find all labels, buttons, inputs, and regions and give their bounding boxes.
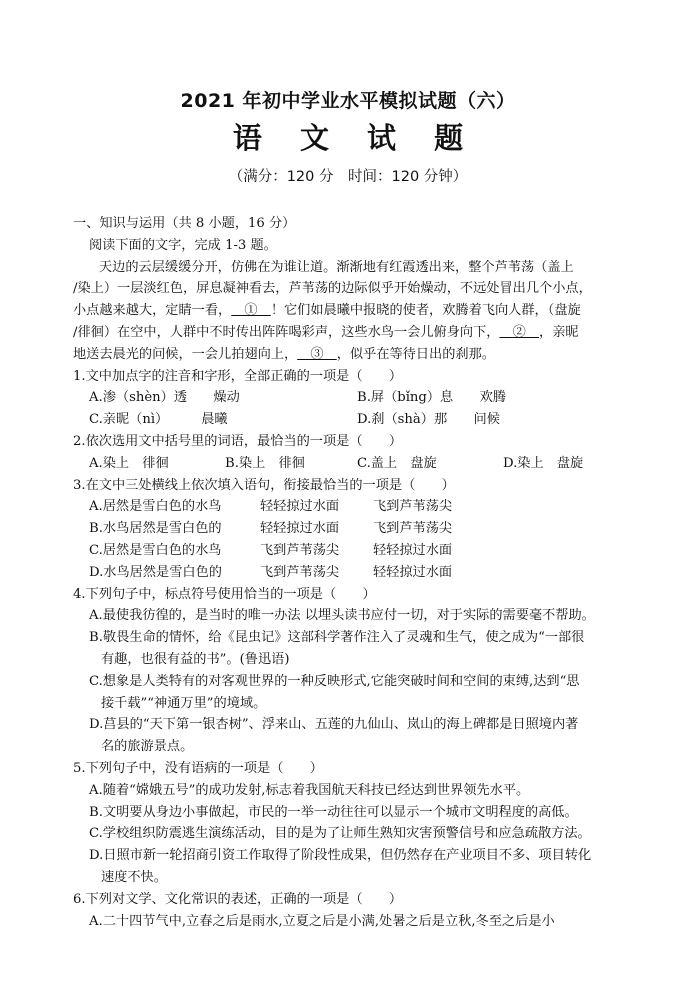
option-d-cont: 名的旅游景点。 (101, 739, 194, 755)
option-part: A.居然是雪白色的水鸟 (89, 499, 222, 515)
option-a: A.最使我彷徨的，是当时的唯一办法 以埋头读书应付一切，对于实际的需要毫不帮助。 (89, 608, 595, 624)
option-b: B.屏（bǐng）息 欢腾 (357, 390, 506, 406)
option-part: 轻轻掠过水面 (373, 542, 453, 558)
passage-text: ！它们如晨曦中报晓的使者，欢腾着飞向人群，（盘旋 (270, 303, 581, 319)
exam-meta: （满分：120 分 时间：120 分钟） (228, 169, 468, 185)
subject-title: 语 文 试 题 (232, 121, 478, 155)
option-b: B.染上 徘徊 (225, 455, 305, 471)
option-d: D.莒县的“天下第一银杏树”、浮来山、五莲的九仙山、岚山的海上碑都是日照境内著 (89, 717, 579, 733)
question-5-stem: 5.下列句子中，没有语病的一项是（ ） (73, 760, 323, 776)
question-3-option-a (73, 496, 633, 518)
option-c: C.盖上 盘旋 (357, 455, 437, 471)
option-a: A.随着“嫦娥五号”的成功发射,标志着我国航天科技已经达到世界领先水平。 (89, 782, 530, 798)
exam-body (73, 213, 633, 932)
option-d-cont: 速度不快。 (101, 869, 167, 885)
passage-text: ，似乎在等待日出的刹那。 (336, 346, 495, 362)
option-part: D.水鸟居然是雪白色的 (89, 564, 222, 580)
question-4-stem: 4.下列句子中，标点符号使用恰当的一项是（ ） (73, 586, 376, 602)
passage-text: 小点越来越大，定睛一看， (73, 303, 232, 319)
passage-line: 天边的云层缓缓分开，仿佛在为谁让道。渐渐地有红霞透出来，整个芦苇荡（盖上 (99, 259, 574, 275)
option-part: 轻轻掠过水面 (373, 564, 453, 580)
passage (73, 257, 633, 366)
option-c: C.亲昵（nì） 晨曦 (89, 412, 228, 428)
passage-line (73, 300, 633, 322)
option-b: B.文明要从身边小事做起，市民的一举一动往往可以显示一个城市文明程度的高低。 (89, 804, 578, 820)
question-3-option-c (73, 540, 633, 562)
option-part: C.居然是雪白色的水鸟 (89, 542, 222, 558)
option-b-cont: 有趣，也很有益的书”。(鲁迅语) (101, 651, 290, 667)
blank-2: ② (499, 324, 540, 340)
option-a: A.渗（shèn）透 燥动 (89, 390, 240, 406)
exam-title: 2021 年初中学业水平模拟试题（六） (180, 90, 516, 112)
option-part: 飞到芦苇荡尖 (260, 542, 340, 558)
option-part: 轻轻掠过水面 (260, 521, 340, 537)
question-2-stem: 2.依次选用文中括号里的词语，最恰当的一项是（ ） (73, 433, 403, 449)
option-c-cont: 接千载”“神通万里”的境域。 (101, 695, 267, 711)
question-1-options-row (73, 409, 633, 431)
option-a: A.染上 徘徊 (89, 455, 169, 471)
question-1-options-row (73, 387, 633, 409)
passage-line (73, 344, 633, 366)
option-d: D.染上 盘旋 (503, 455, 584, 471)
blank-1: ① (231, 303, 271, 319)
passage-line (73, 322, 633, 344)
question-2-options (73, 453, 633, 475)
option-part: 轻轻掠过水面 (260, 499, 340, 515)
section-heading: 一、知识与运用（共 8 小题，16 分） (73, 216, 296, 231)
option-c: C.学校组织防震逃生演练活动，目的是为了让师生熟知灾害预警信号和应急疏散方法。 (89, 826, 591, 842)
reading-instruction: 阅读下面的文字，完成 1-3 题。 (89, 237, 277, 253)
passage-text: 地送去晨光的问候，一会儿拍翅向上， (73, 346, 298, 362)
question-1-stem: 1.文中加点字的注音和字形，全部正确的一项是（ ） (73, 368, 403, 384)
question-3-stem: 3.在文中三处横线上依次填入语句，衔接最恰当的一项是（ ） (73, 477, 455, 493)
blank-3: ③ (297, 346, 337, 362)
question-3-option-d (73, 562, 633, 584)
option-part: 飞到芦苇荡尖 (373, 521, 453, 537)
option-d: D.日照市新一轮招商引资工作取得了阶段性成果，但仍然存在产业项目不多、项目转化 (89, 848, 592, 864)
question-6-stem: 6.下列对文学、文化常识的表述，正确的一项是（ ） (73, 891, 403, 907)
option-part: 飞到芦苇荡尖 (373, 499, 453, 515)
option-part: 飞到芦苇荡尖 (260, 564, 340, 580)
option-c: C.想象是人类特有的对客观世界的一种反映形式,它能突破时间和空间的束缚,达到“思 (89, 673, 580, 689)
option-b: B.敬畏生命的情怀，给《昆虫记》这部科学著作注入了灵魂和生气，使之成为“一部很 (89, 630, 585, 646)
option-a: A.二十四节气中,立春之后是雨水,立夏之后是小满,处暑之后是立秋,冬至之后是小 (89, 913, 555, 929)
passage-text: /徘徊）在空中，人群中不时传出阵阵喝彩声，这些水鸟一会儿俯身向下， (73, 324, 500, 340)
passage-line: /染上）一层淡红色，屏息凝神看去，芦苇荡的边际似乎开始燥动，不远处冒出几个小点， (73, 281, 592, 297)
question-3-option-b (73, 518, 633, 540)
option-part: B.水鸟居然是雪白色的 (89, 521, 222, 537)
option-d: D.刹（shà）那 问候 (357, 412, 500, 428)
passage-text: ，亲昵 (539, 324, 579, 340)
